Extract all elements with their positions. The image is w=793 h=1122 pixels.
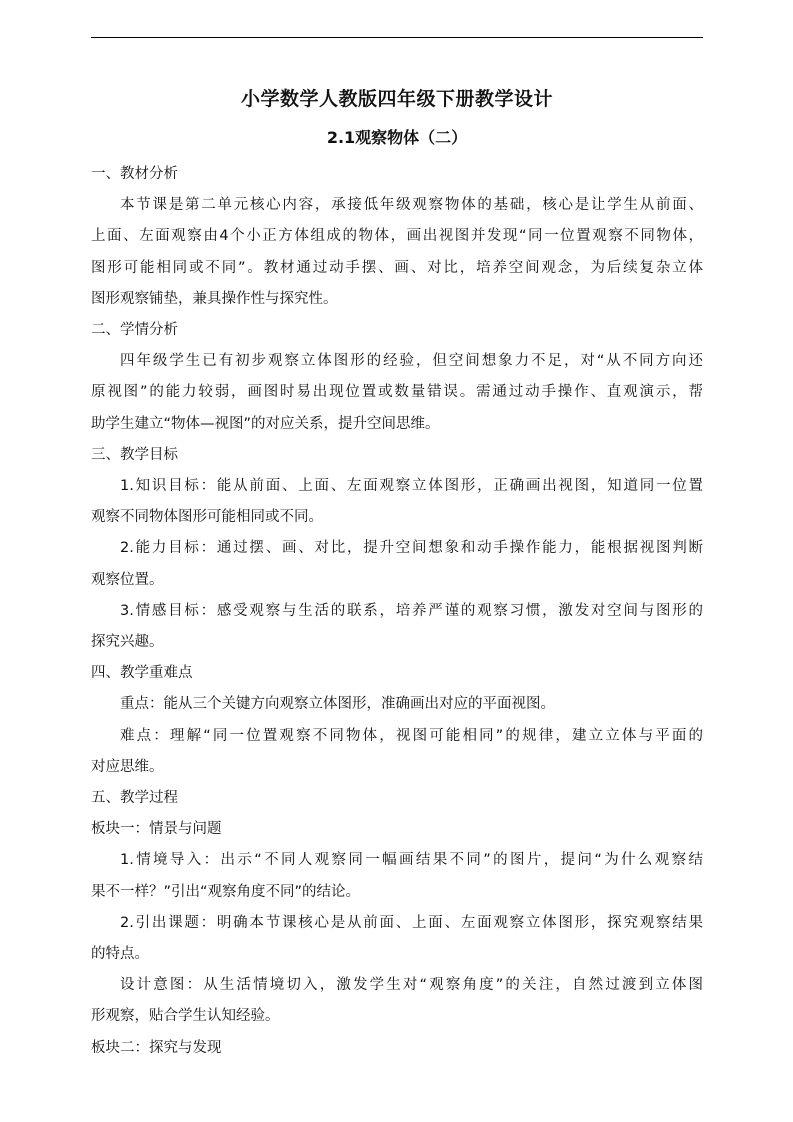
paragraph-line: 2.能力目标：通过摆、画、对比，提升空间想象和动手操作能力，能根据视图判断 bbox=[120, 540, 703, 557]
paragraph-line: 3.情感目标：感受观察与生活的联系，培养严谨的观察习惯，激发对空间与图形的 bbox=[120, 602, 703, 619]
section-heading-key-difficult: 四、教学重难点 bbox=[91, 665, 193, 682]
paragraph-line: 2.引出课题：明确本节课核心是从前面、上面、左面观察立体图形，探究观察结果 bbox=[120, 914, 703, 931]
paragraph-line: 图形观察铺垫，兼具操作性与探究性。 bbox=[91, 290, 338, 307]
document-title: 小学数学人教版四年级下册教学设计 bbox=[240, 88, 553, 110]
item-topic-intro bbox=[91, 908, 703, 970]
section-heading-teaching-process: 五、教学过程 bbox=[91, 790, 178, 807]
paragraph-line: 四年级学生已有初步观察立体图形的经验，但空间想象力不足，对“从不同方向还 bbox=[120, 353, 703, 370]
paragraph-line: 助学生建立“物体—视图”的对应关系，提升空间思维。 bbox=[91, 415, 440, 432]
paragraph-line: 设计意图：从生活情境切入，激发学生对“观察角度”的关注，自然过渡到立体图 bbox=[120, 977, 703, 994]
difficult-point bbox=[91, 721, 703, 783]
paragraph-student-analysis bbox=[91, 346, 703, 440]
item-scenario-intro bbox=[91, 845, 703, 907]
goal-ability bbox=[91, 533, 703, 595]
paragraph-line: 观察不同物体图形可能相同或不同。 bbox=[91, 509, 323, 526]
section-heading-student-analysis: 二、学情分析 bbox=[91, 322, 178, 339]
header-rule bbox=[91, 37, 703, 38]
paragraph-line: 对应思维。 bbox=[91, 758, 164, 775]
paragraph-line: 探究兴趣。 bbox=[91, 634, 164, 651]
document-subtitle: 2.1观察物体（二） bbox=[326, 128, 468, 147]
paragraph-line: 观察位置。 bbox=[91, 571, 164, 588]
block-heading-scenario-question: 板块一：情景与问题 bbox=[91, 821, 222, 838]
paragraph-line: 上面、左面观察由4个小正方体组成的物体，画出视图并发现“同一位置观察不同物体， bbox=[91, 228, 703, 245]
paragraph-line: 重点：能从三个关键方向观察立体图形，准确画出对应的平面视图。 bbox=[120, 696, 555, 713]
paragraph-line: 难点：理解“同一位置观察不同物体，视图可能相同”的规律，建立立体与平面的 bbox=[120, 727, 703, 744]
paragraph-line: 1.知识目标：能从前面、上面、左面观察立体图形，正确画出视图，知道同一位置 bbox=[120, 478, 703, 495]
paragraph-line: 本节课是第二单元核心内容，承接低年级观察物体的基础，核心是让学生从前面、 bbox=[120, 197, 703, 214]
paragraph-line: 原视图”的能力较弱，画图时易出现位置或数量错误。需通过动手操作、直观演示，帮 bbox=[91, 384, 703, 401]
paragraph-line: 果不一样？”引出“观察角度不同”的结论。 bbox=[91, 883, 361, 900]
section-heading-textbook-analysis: 一、教材分析 bbox=[91, 166, 178, 182]
paragraph-line: 的特点。 bbox=[91, 946, 149, 963]
key-point bbox=[91, 689, 703, 720]
goal-emotion bbox=[91, 596, 703, 658]
block-heading-explore-discover: 板块二：探究与发现 bbox=[91, 1039, 222, 1056]
goal-knowledge bbox=[91, 471, 703, 533]
paragraph-line: 形观察，贴合学生认知经验。 bbox=[91, 1008, 280, 1025]
design-intent bbox=[91, 970, 703, 1032]
paragraph-line: 图形可能相同或不同”。教材通过动手摆、画、对比，培养空间观念，为后续复杂立体 bbox=[91, 259, 703, 276]
document-body bbox=[91, 85, 703, 1064]
section-heading-teaching-goals: 三、教学目标 bbox=[91, 446, 178, 463]
paragraph-textbook-analysis bbox=[91, 190, 703, 315]
sections bbox=[91, 159, 703, 1064]
paragraph-line: 1.情境导入：出示“不同人观察同一幅画结果不同”的图片，提问“为什么观察结 bbox=[120, 852, 703, 869]
